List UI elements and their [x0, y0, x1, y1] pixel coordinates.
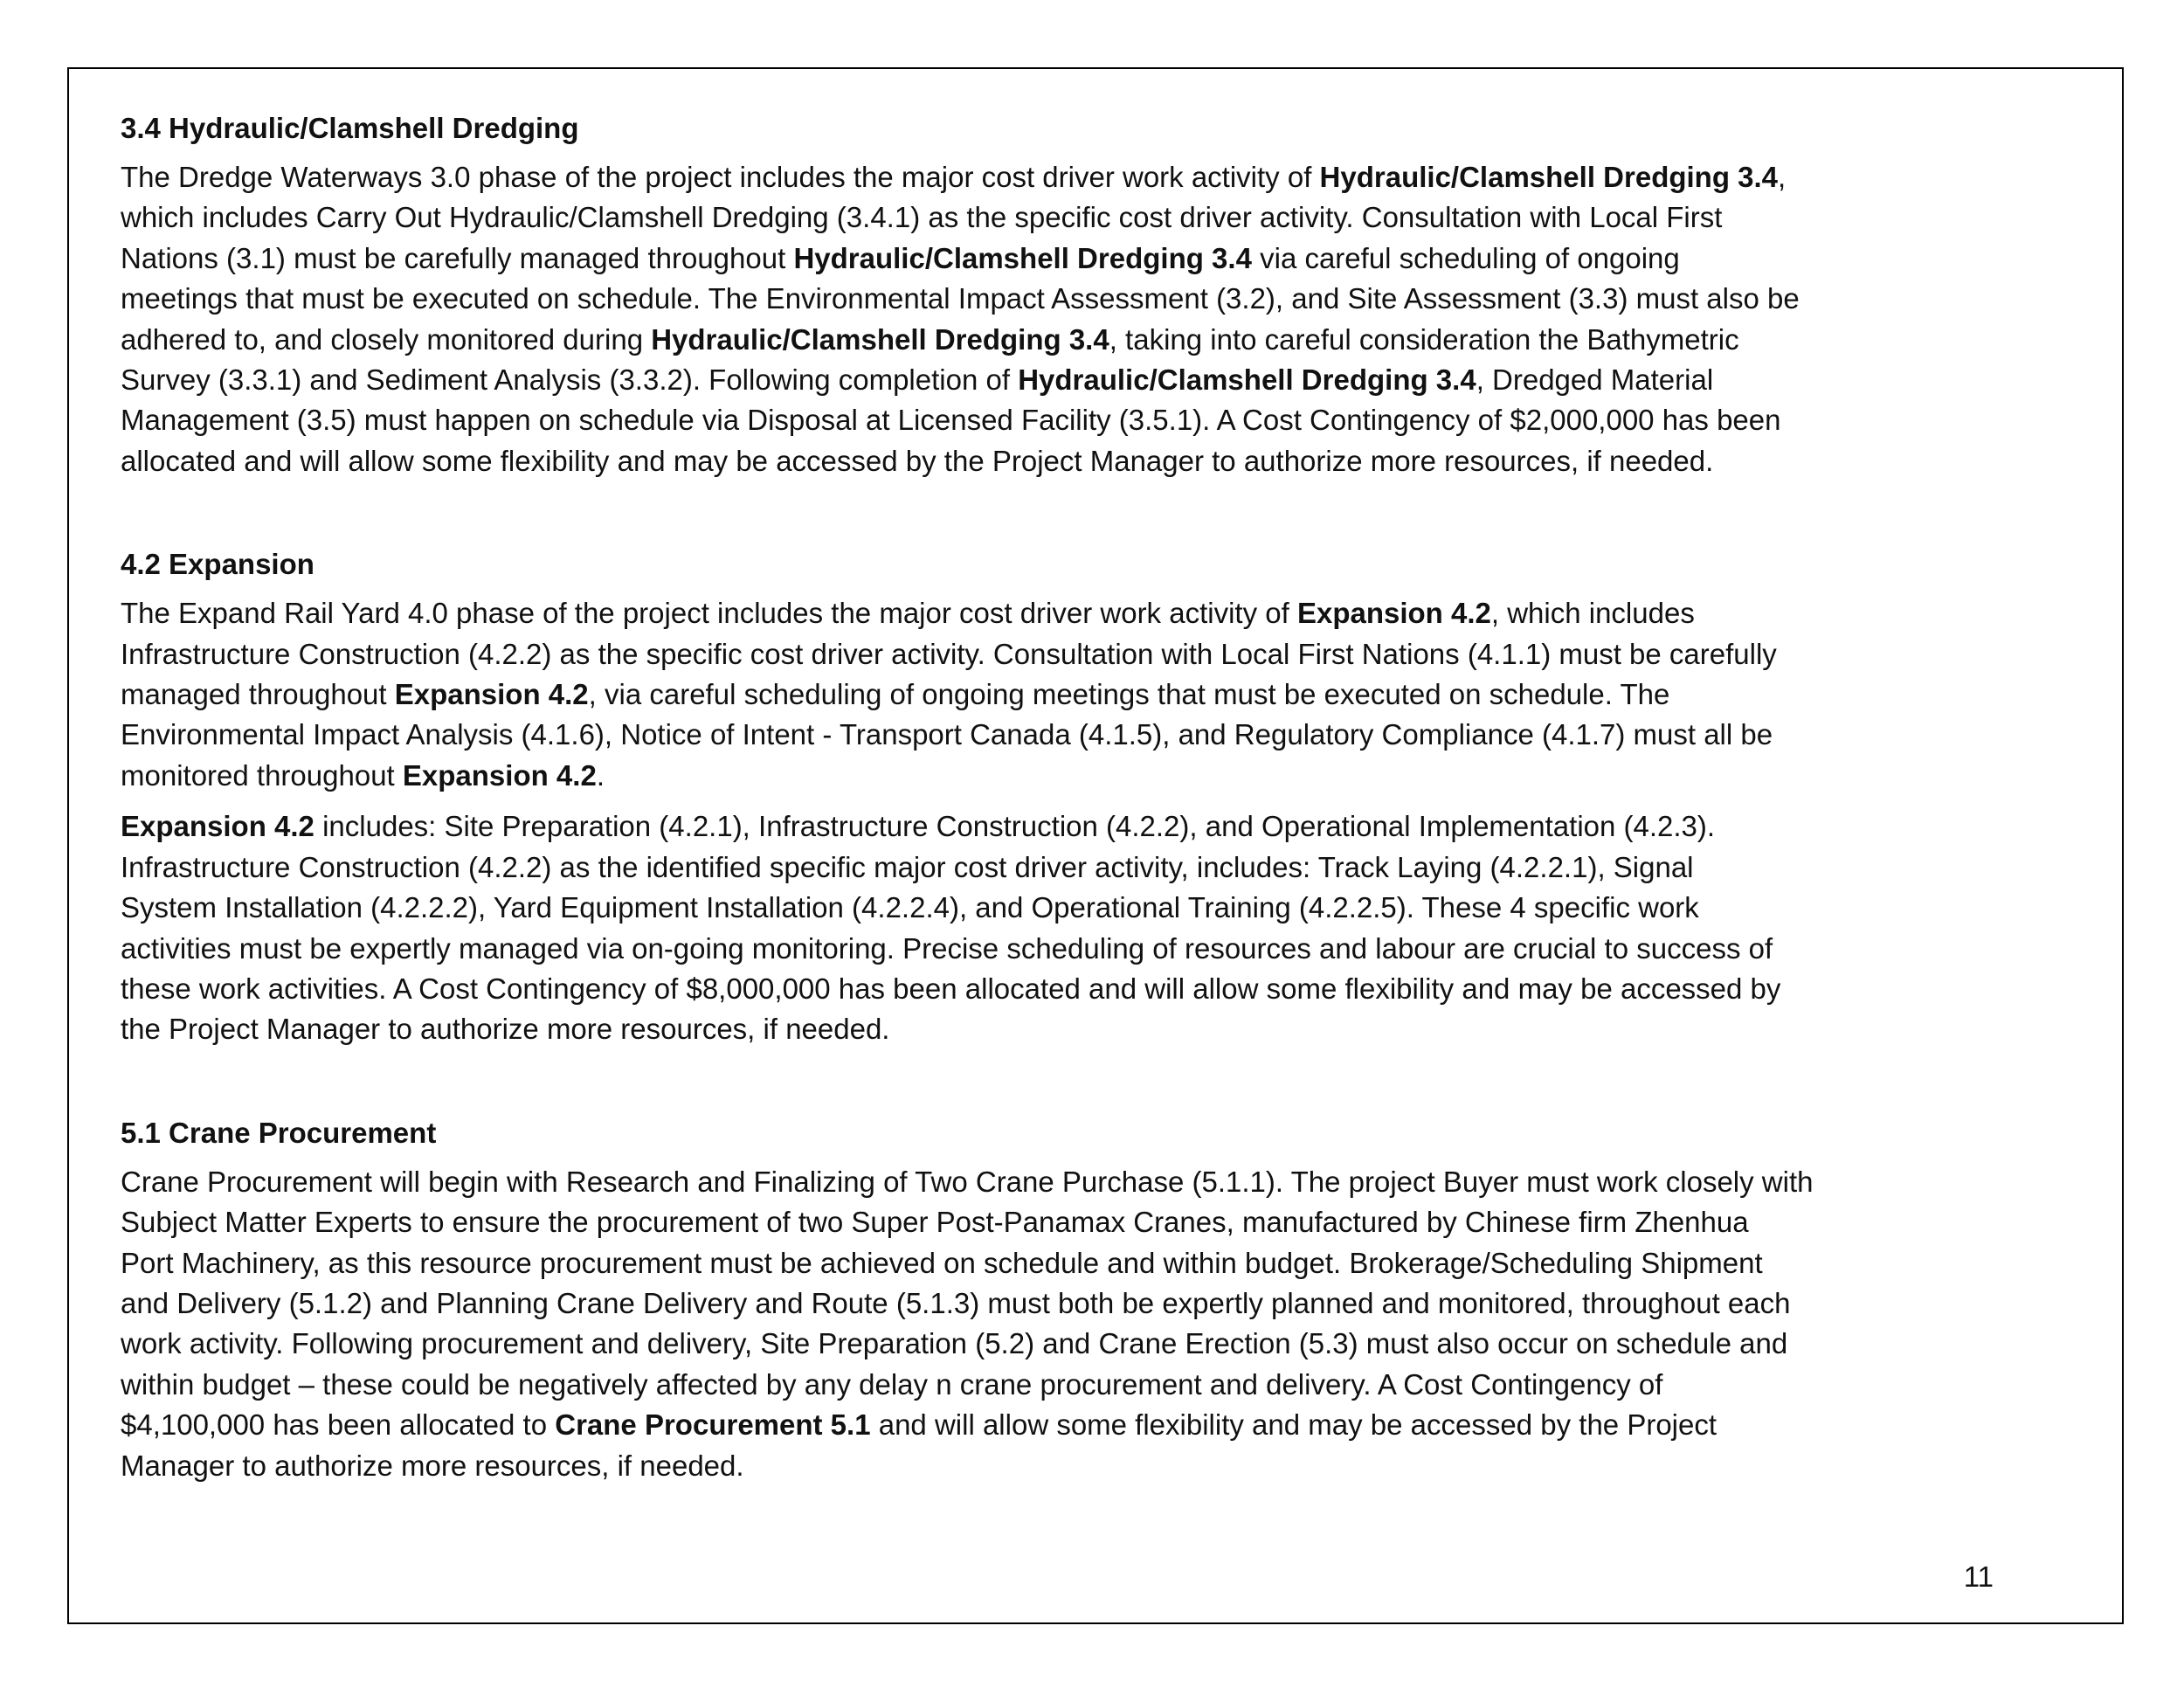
text-line — [121, 1283, 1999, 1324]
section-heading: 4.2 Expansion — [121, 548, 314, 581]
text-line — [121, 239, 1999, 279]
text-line — [121, 441, 1999, 481]
text-run: managed throughout — [121, 678, 395, 711]
bold-text: Expansion 4.2 — [121, 810, 314, 843]
text-run: . — [596, 758, 605, 792]
text-run: work activity. Following procurement and delivery, Site Preparation (5.2) and Crane Erection (5.3) must also occur on schedule and — [121, 1327, 1788, 1360]
text-line — [121, 320, 1999, 360]
text-run: via careful scheduling of ongoing — [1251, 241, 1680, 274]
bold-text: Hydraulic/Clamshell Dredging 3.4 — [1319, 161, 1779, 193]
text-run: the Project Manager to authorize more resources, if needed. — [121, 1013, 890, 1046]
text-line — [121, 1324, 1999, 1364]
text-line — [121, 1162, 1999, 1202]
text-line — [121, 400, 1999, 440]
text-run: Nations (3.1) must be carefully managed throughout — [121, 241, 794, 274]
section — [121, 1113, 1999, 1486]
text-line — [121, 1405, 1999, 1445]
paragraph — [121, 157, 1999, 481]
text-run: Infrastructure Construction (4.2.2) as the identified specific major cost driver activity, includes: Track Laying (4.2.2.1), Signal — [121, 850, 1694, 883]
paragraph — [121, 1162, 1999, 1486]
text-run: Crane Procurement will begin with Research and Finalizing of Two Crane Purchase (5.1.1). The project Buyer must work closely with — [121, 1165, 1814, 1198]
text-run: which includes Carry Out Hydraulic/Clamshell Dredging (3.4.1) as the specific cost driver activity. Consultation with Local First — [121, 201, 1723, 234]
text-line — [121, 756, 1999, 796]
text-line — [121, 634, 1999, 675]
text-line — [121, 197, 1999, 238]
text-line — [121, 1243, 1999, 1283]
text-line — [121, 1202, 1999, 1242]
text-line — [121, 969, 1999, 1009]
paragraph-spacer — [121, 796, 1999, 806]
section-heading: 5.1 Crane Procurement — [121, 1116, 437, 1149]
text-run: , which includes — [1490, 597, 1695, 630]
text-run: these work activities. A Cost Contingency of $8,000,000 has been allocated and will allow some flexibility and may be accessed by — [121, 972, 1781, 1005]
text-line — [121, 929, 1999, 969]
bold-text: Crane Procurement 5.1 — [555, 1408, 871, 1442]
paragraph — [121, 593, 1999, 796]
text-run: and will allow some flexibility and may be accessed by the Project — [870, 1408, 1717, 1442]
bold-text: Hydraulic/Clamshell Dredging 3.4 — [651, 322, 1109, 356]
text-run: , taking into careful consideration the Bathymetric — [1109, 322, 1739, 356]
text-run: , Dredged Material — [1476, 363, 1714, 397]
text-run: Environmental Impact Analysis (4.1.6), Notice of Intent - Transport Canada (4.1.5), and Regulatory Compliance (4.1.7) must all be — [121, 718, 1773, 751]
text-run: Subject Matter Experts to ensure the procurement of two Super Post-Panamax Cranes, manufactured by Chinese firm Zhenhua — [121, 1206, 1749, 1239]
text-run: Port Machinery, as this resource procurement must be achieved on schedule and within budget. Brokerage/Scheduling Shipment — [121, 1246, 1763, 1279]
text-run: meetings that must be executed on schedule. The Environmental Impact Assessment (3.2), and Site Assessment (3.3) must also be — [121, 282, 1800, 315]
page-number: 11 — [1963, 1560, 1994, 1593]
text-line — [121, 593, 1999, 633]
section-heading: 3.4 Hydraulic/Clamshell Dredging — [121, 112, 579, 144]
document-body — [121, 108, 1999, 1486]
bold-text: Hydraulic/Clamshell Dredging 3.4 — [1018, 363, 1476, 397]
text-run: The Dredge Waterways 3.0 phase of the project includes the major cost driver work activity of — [121, 161, 1320, 193]
bold-text: Hydraulic/Clamshell Dredging 3.4 — [793, 241, 1252, 274]
text-run: allocated and will allow some flexibility and may be accessed by the Project Manager to authorize more resources, if needed. — [121, 444, 1714, 477]
paragraph — [121, 806, 1999, 1049]
text-line — [121, 675, 1999, 715]
text-line — [121, 1009, 1999, 1049]
section — [121, 544, 1999, 1049]
bold-text: Expansion 4.2 — [394, 678, 589, 711]
text-run: adhered to, and closely monitored during — [121, 322, 652, 356]
bold-text: Expansion 4.2 — [402, 758, 597, 792]
text-run: Manager to authorize more resources, if needed. — [121, 1449, 744, 1482]
text-run: Infrastructure Construction (4.2.2) as the specific cost driver activity. Consultation with Local First Nations (4.1.1) must be carefully — [121, 637, 1777, 670]
text-line — [121, 888, 1999, 928]
text-run: The Expand Rail Yard 4.0 phase of the project includes the major cost driver work activity of — [121, 597, 1297, 630]
text-line — [121, 847, 1999, 888]
text-run: includes: Site Preparation (4.2.1), Infrastructure Construction (4.2.2), and Operational Implementation (4.2.3). — [314, 810, 1716, 843]
text-line — [121, 715, 1999, 755]
text-line — [121, 157, 1999, 197]
text-run: within budget – these could be negatively affected by any delay n crane procurement and delivery. A Cost Contingency of — [121, 1367, 1663, 1401]
bold-text: Expansion 4.2 — [1296, 597, 1491, 630]
text-run: monitored throughout — [121, 758, 403, 792]
text-line — [121, 279, 1999, 319]
text-line — [121, 1365, 1999, 1405]
section — [121, 108, 1999, 481]
section-spacer — [121, 481, 1999, 544]
text-run: $4,100,000 has been allocated to — [121, 1408, 556, 1442]
text-run: , via careful scheduling of ongoing meetings that must be executed on schedule. The — [588, 678, 1670, 711]
text-run: Survey (3.3.1) and Sediment Analysis (3.3.2). Following completion of — [121, 363, 1019, 397]
text-run: System Installation (4.2.2.2), Yard Equipment Installation (4.2.2.4), and Operational Training (4.2.2.5). These 4 specific work — [121, 891, 1699, 924]
text-run: , — [1778, 161, 1787, 193]
section-spacer — [121, 1050, 1999, 1113]
text-line — [121, 360, 1999, 400]
text-line — [121, 1446, 1999, 1486]
text-run: activities must be expertly managed via on-going monitoring. Precise scheduling of resources and labour are crucial to success of — [121, 931, 1773, 965]
text-run: Management (3.5) must happen on schedule via Disposal at Licensed Facility (3.5.1). A Cost Contingency of $2,000,000 has been — [121, 404, 1781, 437]
text-line — [121, 806, 1999, 847]
text-run: and Delivery (5.1.2) and Planning Crane Delivery and Route (5.1.3) must both be expertly planned and monitored, throughout each — [121, 1286, 1791, 1319]
